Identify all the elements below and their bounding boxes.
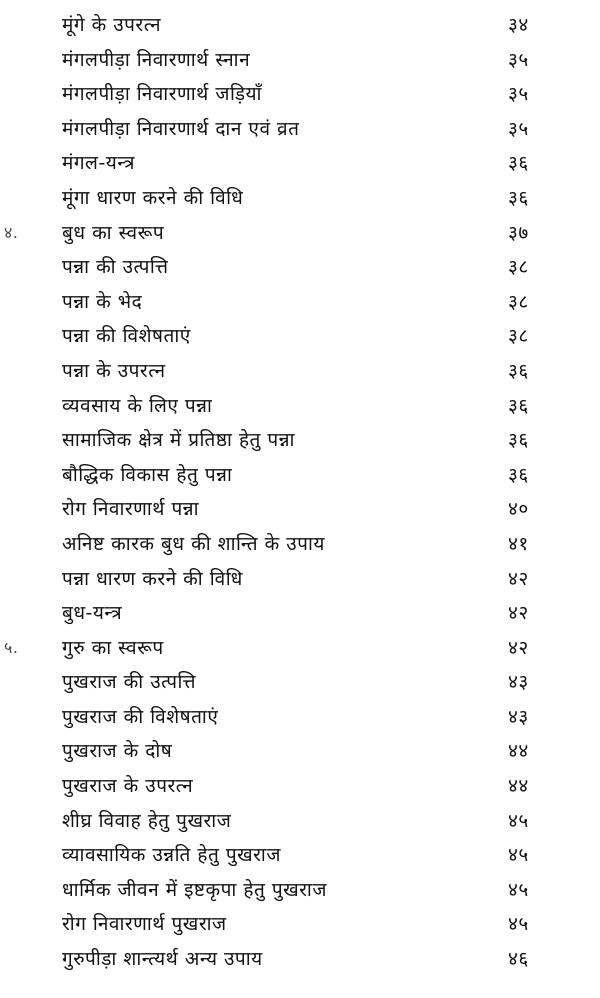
toc-entry [0,389,600,424]
entry-title: सामाजिक क्षेत्र में प्रतिष्ठा हेतु पन्ना [62,429,295,452]
entry-title: गुरुपीड़ा शान्त्यर्थ अन्य उपाय [62,948,263,971]
entry-title: पन्ना की विशेषताएं [62,325,191,348]
entry-title: पुखराज की उत्पत्ति [62,671,197,694]
page-number: ३६ [508,463,529,486]
page-number: ४२ [508,567,529,590]
entry-title: मंगलपीड़ा निवारणार्थ जड़ियाँ [62,83,262,106]
page-number: ४१ [508,532,529,555]
toc-entry [0,942,600,977]
chapter-title: गुरु का स्वरूप [62,636,164,659]
entry-title: व्यावसायिक उन्नति हेतु पुखराज [62,844,281,867]
toc-entry [0,734,600,769]
entry-title: शीघ्र विवाह हेतु पुखराज [62,809,232,832]
entry-title: मंगल-यन्त्र [62,152,135,175]
page-number: ४६ [508,948,529,971]
entry-title: पन्ना के भेद [62,290,143,313]
toc-entry [0,665,600,700]
entry-title: अनिष्ट कारक बुध की शान्ति के उपाय [62,532,325,555]
toc-entry [0,769,600,804]
page-number: ३६ [508,186,529,209]
page-number: ३८ [508,325,529,348]
page-number: ३४ [508,14,529,36]
toc-entry [0,596,600,631]
page-number: ४५ [508,878,529,901]
page-number: ४३ [508,671,529,694]
page-number: ३६ [508,429,529,452]
toc-entry [0,146,600,181]
table-of-contents [0,8,600,977]
toc-entry [0,458,600,493]
page-number: ३५ [508,83,529,106]
toc-entry [0,250,600,285]
page-number: ४५ [508,913,529,936]
page-number: ४२ [508,602,529,625]
entry-title: मंगलपीड़ा निवारणार्थ स्नान [62,48,251,71]
chapter-title: बुध का स्वरूप [62,221,165,244]
toc-entry [0,8,600,43]
page-number: ४२ [508,636,529,659]
entry-title: पुखराज के उपरत्न [62,775,194,798]
entry-title: पन्ना के उपरत्न [62,359,166,382]
toc-entry [0,700,600,735]
page-number: ३६ [508,152,529,175]
page-number: ३७ [508,221,529,244]
toc-entry [0,43,600,78]
page-number: ४४ [508,775,529,798]
toc-entry [0,423,600,458]
page-number: ४४ [508,740,529,763]
entry-title: रोग निवारणार्थ पन्ना [62,498,200,521]
toc-entry [0,319,600,354]
toc-entry [0,354,600,389]
toc-entry [0,838,600,873]
toc-entry [0,112,600,147]
chapter-number: ४. [4,222,19,242]
page-number: ३५ [508,117,529,140]
toc-entry [0,562,600,597]
toc-entry [0,181,600,216]
entry-title: रोग निवारणार्थ पुखराज [62,913,227,936]
entry-title: मंगलपीड़ा निवारणार्थ दान एवं व्रत [62,117,300,140]
toc-chapter-entry [0,216,600,251]
toc-entry [0,77,600,112]
entry-title: पुखराज के दोष [62,740,173,763]
page-number: ३५ [508,48,529,71]
entry-title: पन्ना धारण करने की विधि [62,567,243,590]
entry-title: पन्ना की उत्पत्ति [62,256,169,279]
page-number: ४० [508,498,529,521]
page-number: ३६ [508,359,529,382]
page-number: ४५ [508,844,529,867]
entry-title: व्यवसाय के लिए पन्ना [62,394,213,417]
entry-title: बौद्धिक विकास हेतु पन्ना [62,463,233,486]
toc-entry [0,804,600,839]
toc-entry [0,285,600,320]
entry-title: धार्मिक जीवन में इष्टकृपा हेतु पुखराज [62,878,327,901]
toc-entry [0,907,600,942]
page-number: ४५ [508,809,529,832]
entry-title: मूंगा धारण करने की विधि [62,186,244,209]
toc-entry [0,527,600,562]
toc-chapter-entry [0,631,600,666]
page-number: ४३ [508,705,529,728]
chapter-number: ५. [4,637,19,657]
page-number: ३८ [508,256,529,279]
toc-entry [0,492,600,527]
entry-title: मूंगे के उपरत्न [62,14,162,36]
page-number: ३८ [508,290,529,313]
toc-entry [0,873,600,908]
entry-title: पुखराज की विशेषताएं [62,705,219,728]
page-number: ३६ [508,394,529,417]
entry-title: बुध-यन्त्र [62,602,123,625]
